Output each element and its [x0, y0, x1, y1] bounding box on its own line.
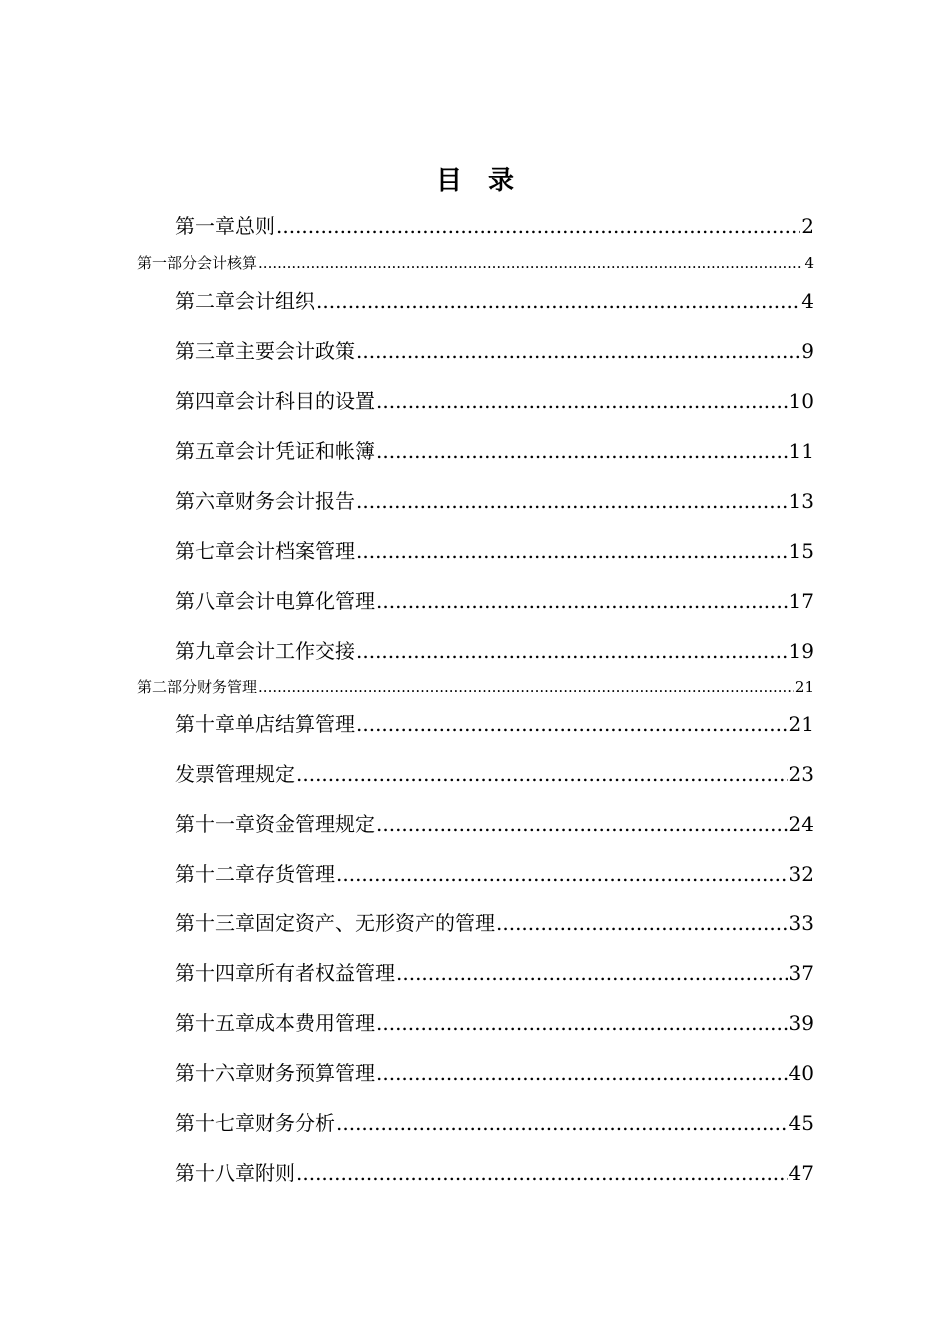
leader-dots	[396, 961, 788, 985]
part-label: 第一部分	[137, 254, 198, 272]
page-number: 47	[788, 1161, 814, 1185]
toc-entry-chapter[interactable]	[175, 858, 814, 888]
toc-entry-chapter[interactable]	[175, 1057, 814, 1087]
leader-dots	[376, 1061, 788, 1085]
page-number: 19	[788, 639, 814, 663]
leader-dots	[296, 1161, 788, 1185]
page-number: 21	[794, 678, 814, 696]
chapter-title: 主要会计政策	[235, 339, 355, 363]
page-number: 17	[788, 589, 814, 613]
chapter-label: 第六章	[175, 489, 235, 513]
leader-dots	[356, 712, 788, 736]
toc-entry-chapter[interactable]	[175, 708, 814, 738]
chapter-title: 存货管理	[255, 862, 335, 886]
chapter-label: 第八章	[175, 589, 235, 613]
chapter-label: 第十六章	[175, 1061, 255, 1085]
toc-entry-chapter[interactable]	[175, 1007, 814, 1037]
chapter-label: 第十章	[175, 712, 235, 736]
toc-entry-chapter[interactable]	[175, 535, 814, 565]
page-number: 15	[788, 539, 814, 563]
toc-entry-part[interactable]	[137, 252, 814, 272]
chapter-label: 第十二章	[175, 862, 255, 886]
chapter-title: 会计组织	[235, 289, 315, 313]
toc-entry-chapter[interactable]	[175, 635, 814, 665]
toc-entry-chapter[interactable]	[175, 485, 814, 515]
leader-dots	[316, 289, 800, 313]
chapter-title: 会计凭证和帐簿	[235, 439, 375, 463]
chapter-label: 第九章	[175, 639, 235, 663]
page-number: 2	[801, 214, 814, 238]
leader-dots	[376, 389, 788, 413]
chapter-title: 总则	[235, 214, 275, 238]
chapter-label: 第四章	[175, 389, 235, 413]
chapter-label: 第十一章	[175, 812, 255, 836]
toc-entry-chapter[interactable]	[175, 585, 814, 615]
page-number: 10	[788, 389, 814, 413]
page-number: 4	[804, 254, 814, 272]
leader-dots	[376, 1011, 788, 1035]
page-number: 11	[788, 439, 814, 463]
toc-entry-chapter[interactable]	[175, 957, 814, 987]
leader-dots	[376, 439, 788, 463]
leader-dots	[356, 639, 788, 663]
chapter-title: 会计电算化管理	[235, 589, 375, 613]
toc-entry-chapter[interactable]	[175, 1157, 814, 1187]
chapter-title: 成本费用管理	[255, 1011, 375, 1035]
leader-dots	[356, 489, 788, 513]
chapter-label: 第十三章	[175, 911, 255, 935]
part-title: 会计核算	[197, 254, 258, 272]
leader-dots	[258, 254, 803, 272]
chapter-title: 附则	[255, 1161, 295, 1185]
part-label: 第二部分	[137, 678, 198, 696]
leader-dots	[496, 911, 788, 935]
page-number: 40	[788, 1061, 814, 1085]
page-number: 23	[788, 762, 814, 786]
chapter-title: 发票管理规定	[175, 762, 295, 786]
chapter-label: 第七章	[175, 539, 235, 563]
chapter-title: 会计工作交接	[235, 639, 355, 663]
chapter-label: 第十五章	[175, 1011, 255, 1035]
chapter-title: 财务会计报告	[235, 489, 355, 513]
page-number: 24	[788, 812, 814, 836]
leader-dots	[336, 1111, 788, 1135]
chapter-title: 会计科目的设置	[235, 389, 375, 413]
chapter-title: 单店结算管理	[235, 712, 355, 736]
toc-entry-chapter[interactable]	[175, 335, 814, 365]
toc-entry-chapter[interactable]	[175, 285, 814, 315]
page-number: 21	[788, 712, 814, 736]
toc-entry-chapter[interactable]	[175, 758, 814, 788]
chapter-label: 第二章	[175, 289, 235, 313]
leader-dots	[336, 862, 788, 886]
chapter-label: 第一章	[175, 214, 235, 238]
toc-entry-part[interactable]	[137, 676, 814, 696]
leader-dots	[296, 762, 788, 786]
toc-entry-chapter[interactable]	[175, 907, 814, 937]
page-number: 45	[788, 1111, 814, 1135]
leader-dots	[356, 339, 800, 363]
page-number: 4	[801, 289, 814, 313]
page-number: 32	[788, 862, 814, 886]
leader-dots	[376, 812, 788, 836]
chapter-title: 财务预算管理	[255, 1061, 375, 1085]
page-number: 33	[788, 911, 814, 935]
chapter-title: 财务分析	[255, 1111, 335, 1135]
chapter-label: 第三章	[175, 339, 235, 363]
chapter-label: 第十七章	[175, 1111, 255, 1135]
chapter-label: 第五章	[175, 439, 235, 463]
leader-dots	[276, 214, 800, 238]
toc-entry-chapter[interactable]	[175, 210, 814, 240]
leader-dots	[258, 678, 794, 696]
toc-title: 目录	[435, 166, 540, 196]
chapter-title: 固定资产、无形资产的管理	[255, 911, 495, 935]
toc-entry-chapter[interactable]	[175, 1107, 814, 1137]
page-number: 37	[788, 961, 814, 985]
toc-entry-chapter[interactable]	[175, 808, 814, 838]
chapter-title: 会计档案管理	[235, 539, 355, 563]
toc-entry-chapter[interactable]	[175, 385, 814, 415]
chapter-title: 资金管理规定	[255, 812, 375, 836]
page-number: 39	[788, 1011, 814, 1035]
leader-dots	[376, 589, 788, 613]
toc-entry-chapter[interactable]	[175, 435, 814, 465]
part-title: 财务管理	[197, 678, 258, 696]
page-number: 13	[788, 489, 814, 513]
leader-dots	[356, 539, 788, 563]
chapter-label: 第十四章	[175, 961, 255, 985]
chapter-title: 所有者权益管理	[255, 961, 395, 985]
page-number: 9	[801, 339, 814, 363]
chapter-label: 第十八章	[175, 1161, 255, 1185]
